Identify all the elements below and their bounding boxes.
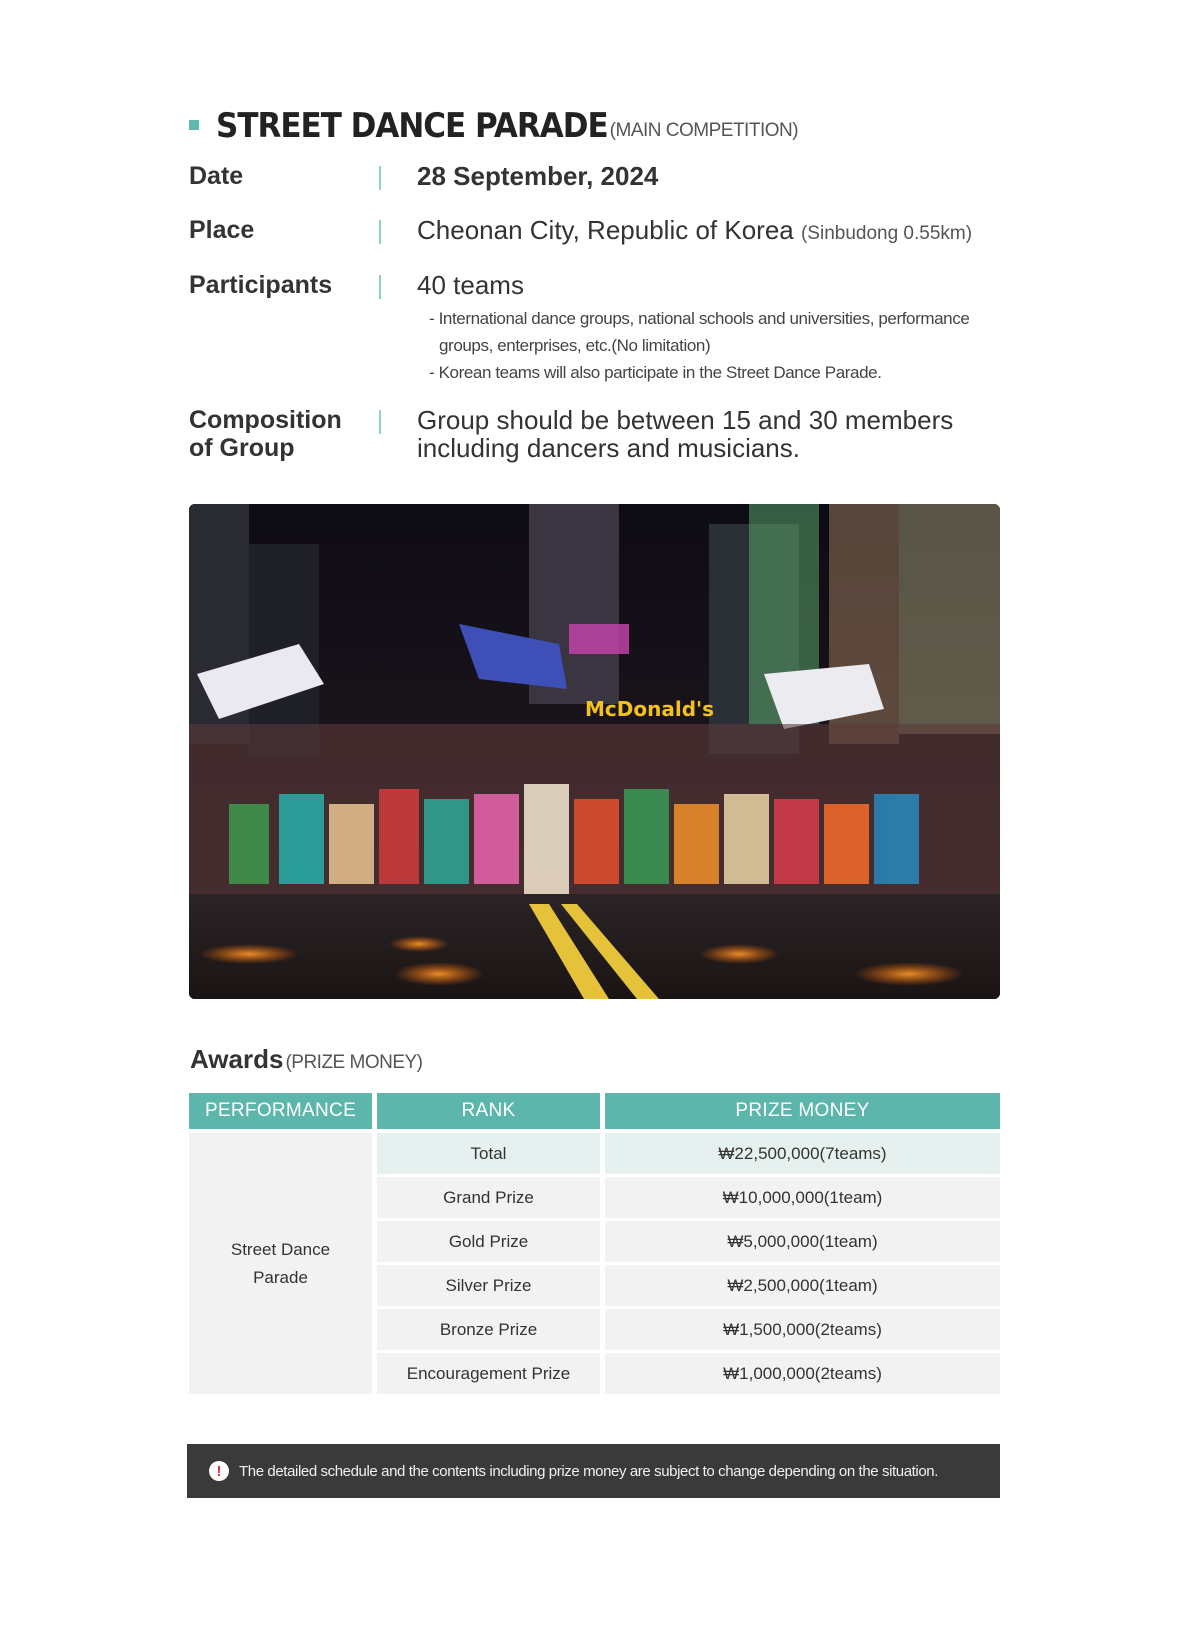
prize-cell: ₩2,500,000(1team)	[605, 1265, 1000, 1309]
rank-cell: Bronze Prize	[377, 1309, 605, 1353]
date-value: 28 September, 2024	[417, 161, 659, 191]
header-prize-money: PRIZE MONEY	[605, 1093, 1000, 1133]
prize-cell: ₩1,000,000(2teams)	[605, 1353, 1000, 1397]
composition-label-line2: of Group	[189, 434, 295, 462]
page-title: STREET DANCE PARADE	[216, 106, 608, 146]
prize-cell: ₩10,000,000(1team)	[605, 1177, 1000, 1221]
prize-cell: ₩22,500,000(7teams)	[605, 1133, 1000, 1177]
place-note: (Sinbudong 0.55km)	[800, 223, 973, 244]
separator	[379, 166, 381, 190]
place-value: Cheonan City, Republic of Korea	[417, 215, 794, 245]
composition-label-line1: Composition	[189, 406, 342, 434]
square-bullet-icon	[189, 120, 199, 130]
notice-bar	[187, 1444, 1000, 1498]
info-row-composition	[189, 406, 1009, 462]
table-header-row	[189, 1093, 1000, 1133]
sign-text: McDonald's	[585, 697, 715, 721]
parade-photo	[189, 504, 1000, 999]
performance-line1: Street Dance	[230, 1239, 331, 1259]
rank-cell: Total	[377, 1133, 605, 1177]
exclamation-icon: !	[209, 1461, 229, 1481]
date-label: Date	[189, 162, 244, 190]
header-rank: RANK	[377, 1093, 605, 1133]
awards-title: Awards	[190, 1044, 284, 1074]
participants-label: Participants	[189, 271, 333, 299]
prize-cell: ₩1,500,000(2teams)	[605, 1309, 1000, 1353]
rank-cell: Grand Prize	[377, 1177, 605, 1221]
info-row-date	[189, 162, 1009, 190]
participants-bullet-2: - Korean teams will also participate in the Street Dance Parade.	[429, 363, 882, 382]
section-title	[189, 108, 798, 144]
rank-cell: Encouragement Prize	[377, 1353, 605, 1397]
awards-heading	[190, 1044, 423, 1075]
separator	[379, 410, 381, 434]
info-row-place	[189, 216, 1009, 248]
prize-table	[189, 1093, 1000, 1397]
rank-cell: Silver Prize	[377, 1265, 605, 1309]
page-subtitle: (MAIN COMPETITION)	[609, 120, 799, 141]
place-value-wrap	[417, 216, 1009, 248]
prize-cell: ₩5,000,000(1team)	[605, 1221, 1000, 1265]
performance-cell	[189, 1133, 377, 1397]
participants-value: 40 teams	[417, 270, 524, 300]
composition-value: Group should be between 15 and 30 members including dancers and musicians.	[417, 405, 954, 463]
participants-block	[417, 271, 1009, 386]
info-row-participants	[189, 271, 1009, 386]
awards-subtitle: (PRIZE MONEY)	[285, 1052, 423, 1073]
performance-line2: Parade	[253, 1267, 308, 1287]
header-performance: PERFORMANCE	[189, 1093, 377, 1133]
notice-text: The detailed schedule and the contents including prize money are subject to change depending on the situation.	[239, 1462, 939, 1480]
composition-label	[189, 406, 379, 462]
table-row	[189, 1133, 1000, 1177]
separator	[379, 275, 381, 299]
participants-bullet-1: - International dance groups, national schools and universities, performance groups, enterprises, etc.(No limitation)	[429, 309, 970, 355]
participants-bullets	[429, 305, 1009, 386]
parade-photo-illustration	[189, 504, 1000, 999]
separator	[379, 220, 381, 244]
rank-cell: Gold Prize	[377, 1221, 605, 1265]
place-label: Place	[189, 216, 255, 244]
